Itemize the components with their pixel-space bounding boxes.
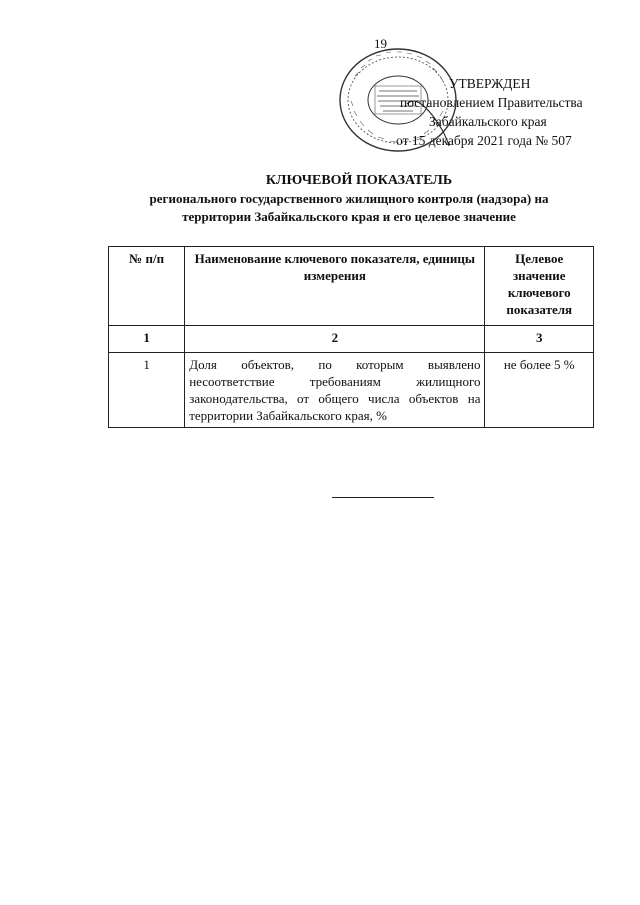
header-number: № п/п xyxy=(109,247,185,326)
table-row xyxy=(109,353,594,428)
row-target-value: не более 5 % xyxy=(485,353,594,428)
row-indicator-name: Доля объектов, по которым выявлено несоответствие требованиям жилищного законодательства, от общего числа объектов на территории Забайкальского края, % xyxy=(185,353,485,428)
end-divider xyxy=(332,497,434,498)
title-sub-line-2: территории Забайкальского края и его целевое значение xyxy=(182,209,516,224)
column-number-3: 3 xyxy=(485,326,594,353)
title-main: КЛЮЧЕВОЙ ПОКАЗАТЕЛЬ xyxy=(265,173,453,188)
header-target-value: Целевое значение ключевого показателя xyxy=(485,247,594,326)
approval-block xyxy=(396,74,632,150)
approval-line-1: постановлением Правительства xyxy=(400,95,583,110)
approval-line-3: от 15 декабря 2021 года № 507 xyxy=(396,133,572,148)
document-title xyxy=(100,172,598,226)
column-number-2: 2 xyxy=(185,326,485,353)
row-number: 1 xyxy=(109,353,185,428)
header-indicator-name: Наименование ключевого показателя, единицы измерения xyxy=(185,247,485,326)
title-sub-line-1: регионального государственного жилищного контроля (надзора) на xyxy=(149,191,549,206)
column-numbers-row xyxy=(109,326,594,353)
column-number-1: 1 xyxy=(109,326,185,353)
page-number: 19 xyxy=(374,36,387,51)
approval-line-2: Забайкальского края xyxy=(429,114,547,129)
table-header-row xyxy=(109,247,594,326)
kpi-table xyxy=(108,246,594,428)
approval-heading: УТВЕРЖДЕН xyxy=(449,76,531,91)
